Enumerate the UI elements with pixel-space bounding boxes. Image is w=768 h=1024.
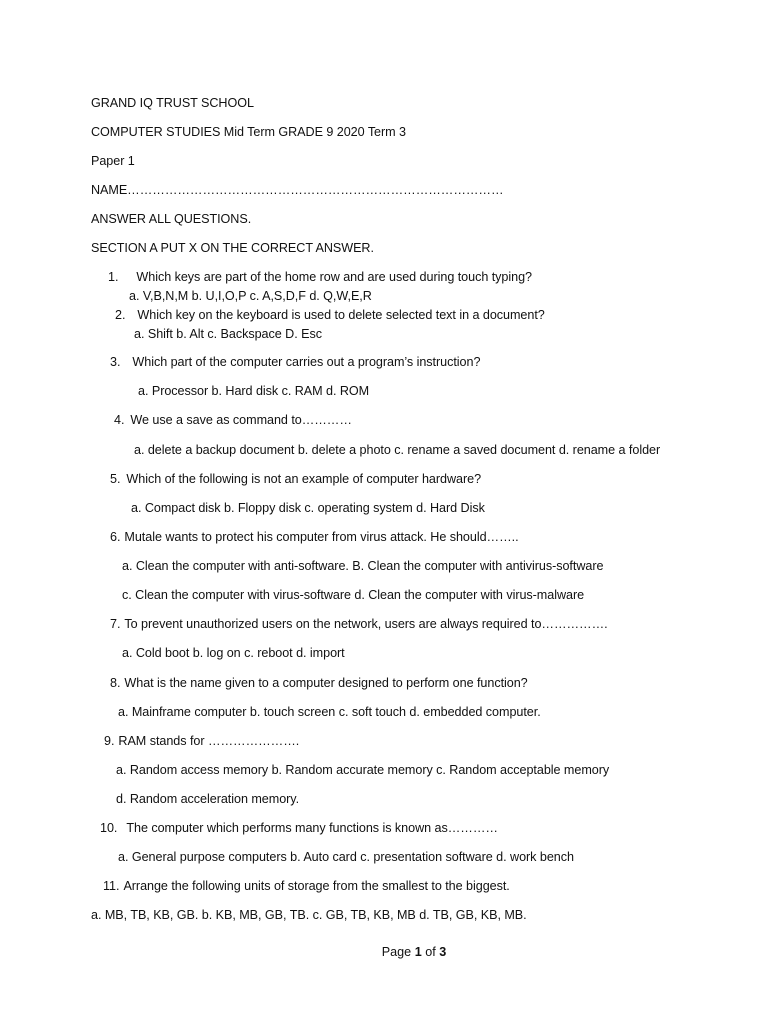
page-label: Page <box>381 945 415 959</box>
question-number: 1. <box>108 270 119 284</box>
question-number: 5. <box>110 472 121 486</box>
question-3 <box>110 354 480 370</box>
page-number <box>382 944 446 960</box>
page-current: 1 <box>414 945 422 959</box>
question-2 <box>115 307 545 323</box>
question-text: Which part of the computer carries out a program’s instruction? <box>132 355 481 369</box>
question-number: 7. <box>110 617 121 631</box>
question-8 <box>110 675 528 691</box>
question-7 <box>110 616 608 632</box>
question-1-options: a. V,B,N,M b. U,I,O,P c. A,S,D,F d. Q,W,E,R <box>129 289 372 303</box>
question-text: To prevent unauthorized users on the network, users are always required to……………. <box>124 617 608 631</box>
question-11 <box>103 878 510 894</box>
question-number: 2. <box>115 308 126 322</box>
question-text: What is the name given to a computer designed to perform one function? <box>124 676 528 690</box>
question-9 <box>104 733 299 749</box>
question-6 <box>110 529 519 545</box>
question-number: 6. <box>110 530 121 544</box>
question-7-options: a. Cold boot b. log on c. reboot d. import <box>122 646 345 660</box>
page-total: 3 <box>439 945 447 959</box>
general-instruction: ANSWER ALL QUESTIONS. <box>91 212 252 226</box>
question-number: 4. <box>114 413 125 427</box>
question-9-options-a: a. Random access memory b. Random accurate memory c. Random acceptable memory <box>116 763 610 777</box>
question-text: The computer which performs many functions is known as………… <box>126 821 498 835</box>
question-5-options: a. Compact disk b. Floppy disk c. operating system d. Hard Disk <box>131 501 485 515</box>
paper-label: Paper 1 <box>91 154 135 168</box>
question-text: We use a save as command to………… <box>130 413 352 427</box>
question-9-options-b: d. Random acceleration memory. <box>116 792 300 806</box>
page-of-label: of <box>421 945 440 959</box>
question-text: RAM stands for …………………. <box>118 734 300 748</box>
question-6-options-a: a. Clean the computer with anti-software. B. Clean the computer with antivirus-software <box>122 559 604 573</box>
question-2-options: a. Shift b. Alt c. Backspace D. Esc <box>134 327 322 341</box>
question-text: Which key on the keyboard is used to delete selected text in a document? <box>137 308 545 322</box>
question-10-options: a. General purpose computers b. Auto card c. presentation software d. work bench <box>118 850 574 864</box>
section-heading: SECTION A PUT X ON THE CORRECT ANSWER. <box>91 241 374 255</box>
question-1 <box>108 269 532 285</box>
question-number: 10. <box>100 821 118 835</box>
question-text: Mutale wants to protect his computer from virus attack. He should…….. <box>124 530 519 544</box>
question-number: 8. <box>110 676 121 690</box>
question-text: Which keys are part of the home row and are used during touch typing? <box>136 270 532 284</box>
school-name: GRAND IQ TRUST SCHOOL <box>91 96 254 110</box>
question-4-options: a. delete a backup document b. delete a photo c. rename a saved document d. rename a folder <box>134 443 661 457</box>
question-number: 9. <box>104 734 115 748</box>
question-text: Which of the following is not an example of computer hardware? <box>126 472 482 486</box>
question-11-options: a. MB, TB, KB, GB. b. KB, MB, GB, TB. c. GB, TB, KB, MB d. TB, GB, KB, MB. <box>91 908 527 922</box>
question-8-options: a. Mainframe computer b. touch screen c. soft touch d. embedded computer. <box>118 705 541 719</box>
name-field-line: NAME……………………………………………………………………………… <box>91 183 504 197</box>
question-number: 3. <box>110 355 121 369</box>
question-number: 11. <box>103 879 120 893</box>
question-5 <box>110 471 481 487</box>
page-footer <box>0 944 768 960</box>
question-text: Arrange the following units of storage from the smallest to the biggest. <box>123 879 510 893</box>
question-4 <box>114 412 352 428</box>
question-10 <box>100 820 498 836</box>
exam-title: COMPUTER STUDIES Mid Term GRADE 9 2020 Term 3 <box>91 125 407 139</box>
question-6-options-b: c. Clean the computer with virus-software d. Clean the computer with virus-malware <box>122 588 585 602</box>
question-3-options: a. Processor b. Hard disk c. RAM d. ROM <box>138 384 370 398</box>
